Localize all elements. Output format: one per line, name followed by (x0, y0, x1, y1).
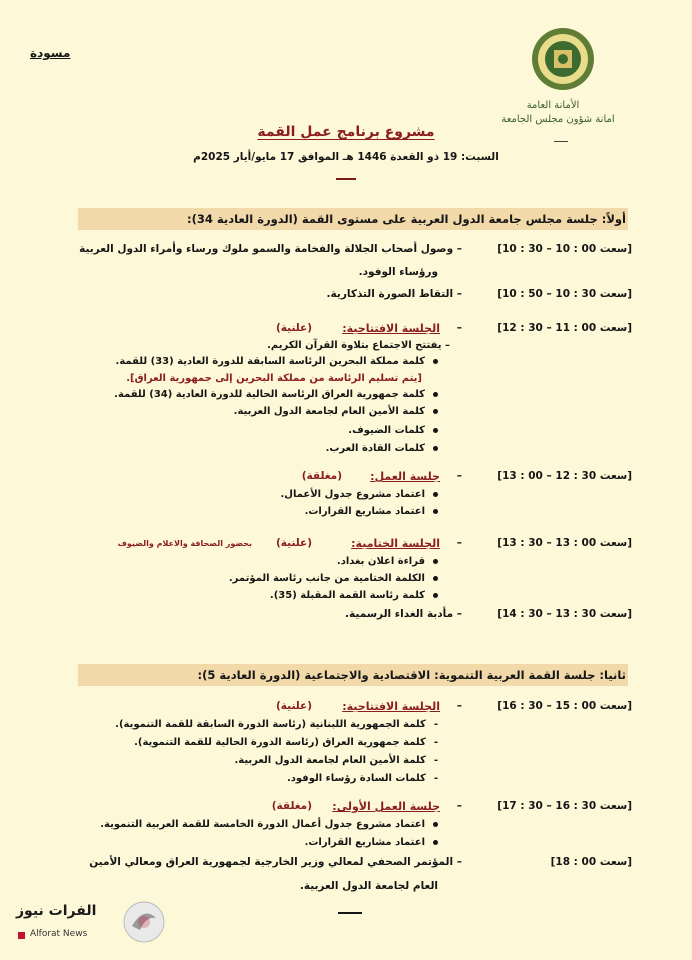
alforat-logo-icon (122, 900, 166, 944)
bullet-item: كلمة الأمين العام لجامعة الدول العربية. (234, 406, 438, 417)
divider (336, 178, 356, 180)
time-slot: [سعت 00 : 18] (550, 856, 632, 868)
section-heading: أولاً: جلسة مجلس جامعة الدول العربية على مستوى القمة (الدورة العادية 34): (187, 212, 626, 226)
logo-divider (554, 141, 568, 142)
session-type: (مغلقة) (301, 470, 342, 482)
session-title: جلسة العمل الأولى: (332, 800, 440, 813)
session-title: الجلسة الختامية: (351, 537, 440, 550)
bullet-item: اعتماد مشروع جدول الأعمال. (280, 489, 438, 500)
session-type: (مغلقة) (271, 800, 312, 812)
time-slot: [سعت 00 : 15 – 30 : 16] (497, 700, 632, 712)
dash-item: -كلمة جمهورية العراق (رئاسة الدورة الحالية للقمة التنموية). (134, 737, 438, 748)
bullet-item: كلمات الضيوف. (348, 425, 438, 436)
session-title: الجلسة الافتتاحية: (342, 700, 440, 713)
bullet-item: الكلمة الختامية من جانب رئاسة المؤتمر. (229, 573, 438, 584)
time-slot: [سعت 00 : 11 – 30 : 12] (497, 322, 632, 334)
draft-label: مسودة (30, 46, 71, 60)
bullet-item: كلمة مملكة البحرين الرئاسة السابقة للدورة العادية (33) للقمة. (116, 356, 438, 367)
dash-item: -كلمة الأمين العام لجامعة الدول العربية. (234, 755, 438, 766)
council-affairs-label: امانة شؤون مجلس الجامعة (501, 114, 615, 125)
date-line: السبت: 19 ذو القعدة 1446 هـ الموافق 17 مايو/أيار 2025م (193, 151, 499, 163)
page-title: مشروع برنامج عمل القمة (257, 124, 435, 140)
end-divider (338, 912, 362, 914)
time-slot: [سعت 30 : 16 – 30 : 17] (497, 800, 632, 812)
arab-league-emblem-icon (530, 26, 596, 92)
bullet-item: كلمة رئاسة القمة المقبلة (35). (270, 590, 438, 601)
agenda-item: – مأدبة الغداء الرسمية. (345, 608, 462, 620)
time-slot: [سعت 30 : 10 – 50 : 10] (497, 288, 632, 300)
bullet-item: اعتماد مشاريع القرارات. (305, 506, 438, 517)
document-page: مسودة الأمانة العامة امانة شؤون مجلس الجامعة مشروع برنامج عمل القمة السبت: 19 ذو القعدة 1446 هـ الموافق 17 مايو/أيار 2025م أولاً: جلسة مجلس جامعة الدول العربية على مستوى القمة (الدورة العادية 34): [سعت 00 : 10 – 30 : 10] – وصول أصحاب الجلالة والفخامة والسمو ملوك ورساء وأمراء الدول العربية ورؤساء الوفود. [سعت 30 : 10 – 50 : 10] – التقاط الصورة التذكارية. [سعت 00 : 11 – 30 : 12] – الجلسة الافتتاحية: (علنية) – يفتتح الاجتماع بتلاوة القرآن الكريم. كلمة مملكة البحرين الرئاسة السابقة للدورة العادية (33) للقمة. [يتم تسليم الرئاسة من مملكة البحرين إلى جمهورية العراق]. كلمة جمهورية العراق الرئاسة الحالية للدورة العادية (34) للقمة. كلمة الأمين العام لجامعة الدول العربية. كلمات الضيوف. كلمات القادة العرب. [سعت 30 : 12 – 00 : 13] – جلسة العمل: (مغلقة) اعتماد مشروع جدول الأعمال. اعتماد مشاريع القرارات. [سعت 00 : 13 – 30 : 13] – الجلسة الختامية: (علنية) بحضور الصحافة والاعلام والضيوف قراءة اعلان بغداد. الكلمة الختامية من جانب رئاسة المؤتمر. كلمة رئاسة القمة المقبلة (35). [سعت 30 : 13 – 30 : 14] – مأدبة الغداء الرسمية. ثانيا: جلسة القمة العربية التنموية: الاقتصادية والاجتماعية (الدورة العادية 5): [سعت 00 : 15 – 30 : 16] – الجلسة الافتتاحية: (علنية) -كلمة الجمهورية اللبنانية (رئاسة الدورة السابقة للقمة التنموية). -كلمة جمهورية العراق (رئاسة الدورة الحالية للقمة التنموية). -كلمة الأمين العام لجامعة الدول العربية. -كلمات السادة رؤساء الوفود. [سعت 30 : 16 – 30 : 17] – جلسة العمل الأولى: (مغلقة) اعتماد مشروع جدول أعمال الدورة الخامسة للقمة العربية التنموية. اعتماد مشاريع القرارات. [سعت 00 : 18] – المؤتمر الصحفي لمعالي وزير الخارجية لجمهورية العراق ومعالي الأمين العام لجامعة الدول العربية. الفرات نيوز Alforat News (0, 0, 692, 960)
bullet-item: قراءة اعلان بغداد. (337, 556, 438, 567)
session-title: جلسة العمل: (370, 470, 440, 483)
dash-item: -كلمات السادة رؤساء الوفود. (286, 773, 438, 784)
section-heading: ثانيا: جلسة القمة العربية التنموية: الاقتصادية والاجتماعية (الدورة العادية 5): (197, 668, 626, 682)
time-slot: [سعت 00 : 10 – 30 : 10] (497, 243, 632, 255)
time-slot: [سعت 30 : 12 – 00 : 13] (497, 470, 632, 482)
bullet-item: اعتماد مشروع جدول أعمال الدورة الخامسة للقمة العربية التنموية. (100, 819, 438, 830)
agenda-item-cont: ورؤساء الوفود. (358, 266, 438, 278)
bullet-note: [يتم تسليم الرئاسة من مملكة البحرين إلى جمهورية العراق]. (126, 373, 422, 384)
agenda-sub: – يفتتح الاجتماع بتلاوة القرآن الكريم. (267, 340, 450, 351)
agenda-item: – التقاط الصورة التذكارية. (326, 288, 462, 300)
bullet-item: كلمة جمهورية العراق الرئاسة الحالية للدورة العادية (34) للقمة. (114, 389, 438, 400)
session-title: الجلسة الافتتاحية: (342, 322, 440, 335)
secretariat-label: الأمانة العامة (526, 100, 580, 111)
session-note: بحضور الصحافة والاعلام والضيوف (117, 539, 252, 548)
bullet-item: اعتماد مشاريع القرارات. (305, 837, 438, 848)
time-slot: [سعت 00 : 13 – 30 : 13] (497, 537, 632, 549)
session-type: (علنية) (276, 700, 312, 712)
watermark-square-icon (18, 932, 25, 939)
watermark-english: Alforat News (30, 929, 88, 939)
agenda-item: – المؤتمر الصحفي لمعالي وزير الخارجية لجمهورية العراق ومعالي الأمين (89, 856, 462, 868)
agenda-item: – وصول أصحاب الجلالة والفخامة والسمو ملوك ورساء وأمراء الدول العربية (79, 243, 462, 255)
bullet-item: كلمات القادة العرب. (326, 443, 438, 454)
session-type: (علنية) (276, 537, 312, 549)
agenda-item-cont: العام لجامعة الدول العربية. (299, 880, 438, 892)
session-type: (علنية) (276, 322, 312, 334)
watermark-arabic: الفرات نيوز (16, 903, 97, 919)
dash-item: -كلمة الجمهورية اللبنانية (رئاسة الدورة السابقة للقمة التنموية). (115, 719, 438, 730)
time-slot: [سعت 30 : 13 – 30 : 14] (497, 608, 632, 620)
